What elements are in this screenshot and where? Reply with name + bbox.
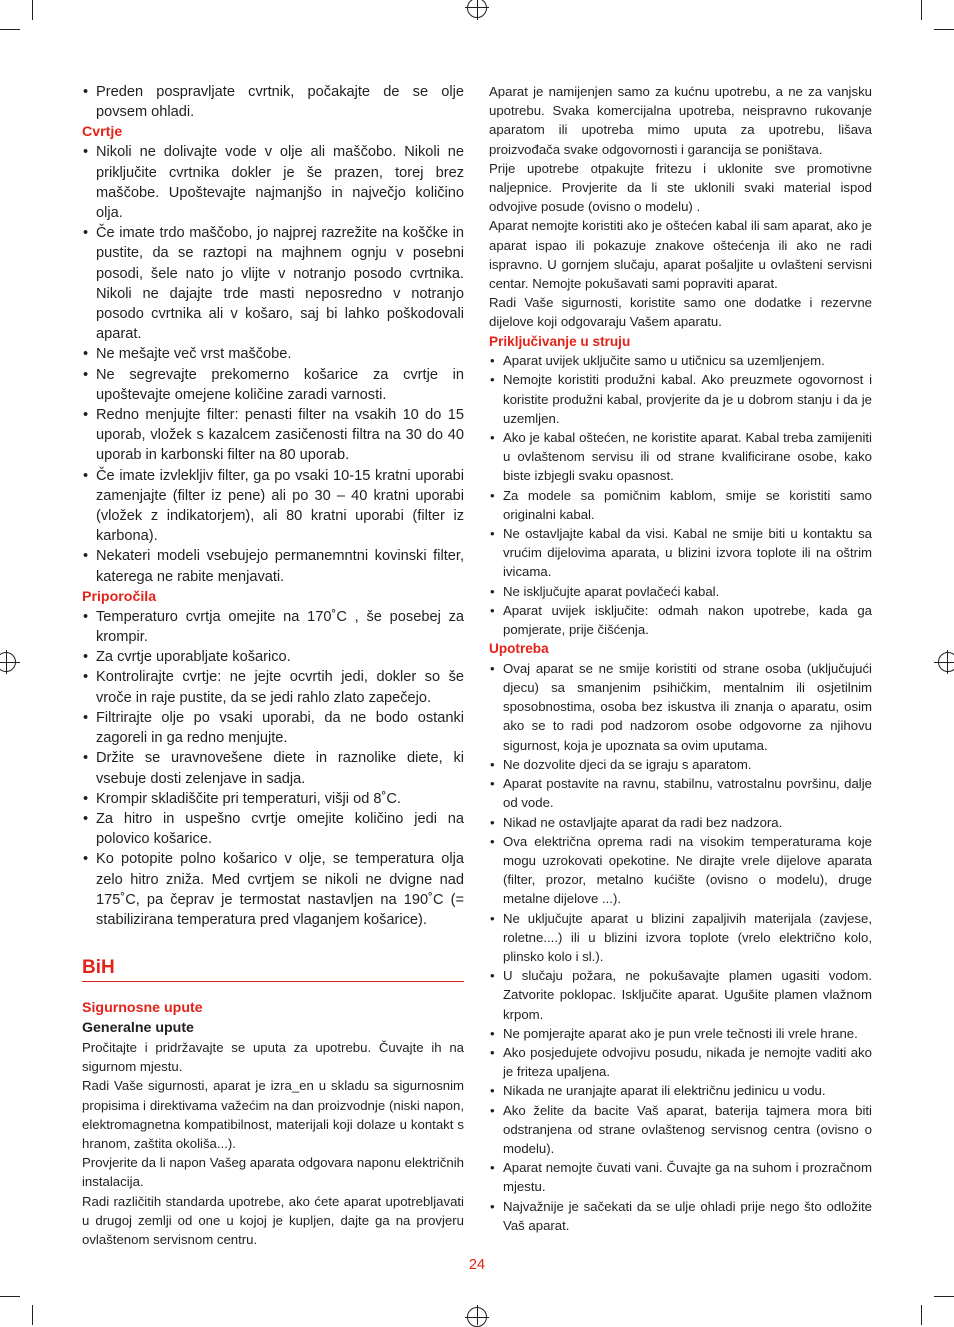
crop-mark [32, 1305, 33, 1325]
list-item: • Ne segrevajte prekomerno košarice za cvrtje in upoštevajte omejene količine zaradi varnosti. [82, 365, 464, 405]
sigurnosne-upute-heading: Sigurnosne upute [82, 999, 203, 1016]
list-item: • Aparat nemojte čuvati vani. Čuvajte ga na suhom i prozračnom mjestu. [489, 1158, 872, 1196]
cvrtje-heading: Cvrtje [82, 124, 123, 141]
list-item: • Ova električna oprema radi na visokim temperaturama koje mogu uzrokovati opekotine. Ne dirajte vrele dijelove aparata (filter, prozor, metalno kućište (ovisno o modelu), druge metalne dijelove ...). [489, 832, 872, 909]
list-item: • U slučaju požara, ne pokušavajte plamen ugasiti vodom. Zatvorite poklopac. Isključite aparat. Ugušite plamen vlažnom krpom. [489, 966, 872, 1024]
list-item: • Za modele sa pomičnim kablom, smije se koristiti samo originalni kabal. [489, 486, 872, 524]
crop-mark [0, 29, 20, 30]
generalne-upute-heading: Generalne upute [82, 1019, 194, 1036]
list-item: • Aparat uvijek isključite: odmah nakon upotrebe, kada ga pomjerate, prije čišćenja. [489, 601, 872, 639]
paragraph: Pročitajte i pridržavajte se uputa za upotrebu. Čuvajte ih na sigurnom mjestu. [82, 1039, 464, 1075]
list-item: • Za cvrtje uporabljate košarico. [82, 647, 464, 667]
list-item: • Filtrirajte olje po vsaki uporabi, da ne bodo ostanki zagoreli in ga redno menjujte. [82, 708, 464, 748]
list-item: • Če imate izvlekljiv filter, ga po vsaki 10-15 kratni uporabi zamenjajte (filter iz pene) ali po 30 – 40 kratni uporabi (vložek z indikatorjem), ali 80 kratni uporabi (filter iz karbona). [82, 466, 464, 547]
list-item: • Preden pospravljate cvrtnik, počakajte de se olje povsem ohladi. [82, 82, 464, 122]
list-item: • Ko potopite polno košarico v olje, se temperatura olja zelo hitro zniža. Med cvrtjem se nikoli ne dvigne nad 175˚C, pa čeprav je termostat nastavljen na 190˚C (= stabilizirana temperatura pred vlaganjem košarice). [82, 849, 464, 930]
prikljucivanje-heading: Priključivanje u struju [489, 333, 631, 349]
list-item: • Ne mešajte več vrst maščobe. [82, 344, 464, 364]
bih-section-title: BiH [82, 956, 464, 982]
registration-mark-left [6, 650, 7, 674]
list-item: • Ako posjedujete odvojivu posudu, nikada je nemojte vaditi ako je friteza upaljena. [489, 1043, 872, 1081]
crop-mark [934, 1296, 954, 1297]
list-item: • Za hitro in uspešno cvrtje omejite količino jedi na polovico košarice. [82, 809, 464, 849]
left-column [82, 82, 464, 1249]
list-item: • Aparat uvijek uključite samo u utičnicu sa uzemljenjem. [489, 351, 872, 370]
registration-mark-right [947, 650, 948, 674]
registration-mark-left [0, 662, 20, 663]
registration-mark-right [934, 662, 954, 663]
list-item: • Ne ostavljajte kabal da visi. Kabal ne smije biti u kontaktu sa vrućim dijelovima aparata, u blizini izvora toplote ili na oštrim ivicama. [489, 524, 872, 582]
list-item: • Ako želite da bacite Vaš aparat, baterija tajmera mora biti odstranjena od strane ovlaštenog servisnog centra (ovisno o modelu). [489, 1101, 872, 1159]
upotreba-list [489, 659, 872, 1235]
paragraph: Radi različitih standarda upotrebe, ako ćete aparat upotrebljavati u drugoj zemlji od one u kojoj je kupljen, dajte ga na provjeru ovlaštenom servisnom centru. [82, 1193, 464, 1247]
crop-mark [32, 0, 33, 20]
paragraph: Prije upotrebe otpakujte fritezu i uklonite sve promotivne naljepnice. Provjerite da li ste uklonili svaki material ispod odvojive posude (ovisno o modelu) . [489, 160, 872, 215]
paragraph: Radi Vaše sigurnosti, koristite samo one dodatke i rezervne dijelove koji odgovaraju Vašem aparatu. [489, 295, 872, 330]
list-item: • Kontrolirajte cvrtje: ne jejte ocvrtih jedi, dokler so še vroče in raje pustite, da se jedi rahlo zlato zapečejo. [82, 667, 464, 707]
cvrtje-list [82, 142, 464, 586]
generalne-upute-text [82, 1038, 464, 1249]
list-item: • Držite se uravnovešene diete in raznolike diete, ki vsebuje dosti zelenjave in sadja. [82, 748, 464, 788]
registration-mark-top [477, 0, 478, 20]
list-item: • Nekateri modeli vsebujejo permanemntni kovinski filter, katerega ne rabite menjavati. [82, 546, 464, 586]
paragraph: Aparat nemojte koristiti ako je oštećen kabal ili sam aparat, ako je aparat ispao ili pokazuje znakove oštećenja ili ako ne radi ispravno. U gornjem slučaju, aparat pošaljite u ovlašteni servisni centar. Nemojte pokušavati sami popraviti aparat. [489, 218, 872, 292]
list-item: • Nikada ne uranjajte aparat ili električnu jedinicu u vodu. [489, 1081, 872, 1100]
list-item: • Ovaj aparat se ne smije koristiti od strane osoba (uključujući djecu) sa smanjenim psihičkim, mentalnim ili osjetilnim sposobnostima, osoba bez iskustva ili znanja o aparatu, osim ako se to radi pod nadzorom osobe odgovorne za njihovu sigurnost, koja je upoznata sa ovim uputama. [489, 659, 872, 755]
list-item: • Ne pomjerajte aparat ako je pun vrele tečnosti ili vrele hrane. [489, 1024, 872, 1043]
priporocila-heading: Priporočila [82, 588, 157, 605]
list-item: • Krompir skladiščite pri temperaturi, višji od 8˚C. [82, 789, 464, 809]
registration-mark-top [465, 7, 489, 8]
crop-mark [0, 1296, 20, 1297]
prikljucivanje-list [489, 351, 872, 639]
upotreba-heading: Upotreba [489, 641, 549, 657]
crop-mark [921, 1305, 922, 1325]
list-item: • Redno menjujte filter: penasti filter na vsakih 10 do 15 uporab, vložek s kazalcem zasičenosti filtra na 30 do 40 uporab in karbonski filter na 80 uporab. [82, 405, 464, 466]
page-number: 24 [468, 1257, 486, 1273]
list-item: • Ne dozvolite djeci da se igraju s aparatom. [489, 755, 872, 774]
crop-mark [934, 29, 954, 30]
list-item: • Nemojte koristiti produžni kabal. Ako preuzmete ogovornost i koristite produžni kabal, provjerite da je u dobrom stanju i da je uzemljen. [489, 370, 872, 428]
list-item: • Aparat postavite na ravnu, stabilnu, vatrostalnu površinu, dalje od vode. [489, 774, 872, 812]
paragraph: Aparat je namijenjen samo za kućnu upotrebu, a ne za vanjsku upotrebu. Svaka komercijalna upotreba, neispravno rukovanje aparatom ili upotreba mimo uputa za upotrebu, lišava proizvođača svake odgovornosti i garancija se poništava. [489, 84, 872, 157]
list-item: • Najvažnije je sačekati da se ulje ohladi prije nego što odložite Vaš aparat. [489, 1197, 872, 1235]
list-item: • Nikad ne ostavljajte aparat da radi bez nadzora. [489, 813, 872, 832]
list-item: • Ne isključujte aparat povlačeći kabal. [489, 582, 872, 601]
paragraph: Provjerite da li napon Vašeg aparata odgovara naponu električnih instalacija. [82, 1155, 464, 1190]
registration-mark-bottom [477, 1305, 478, 1325]
priporocila-list [82, 607, 464, 930]
crop-mark [921, 0, 922, 20]
registration-mark-bottom [465, 1317, 489, 1318]
intro-list [82, 82, 464, 122]
paragraph: Radi Vaše sigurnosti, aparat je izra_en u skladu sa sigurnosnim propisima i direktivama važećim na dan proizvodnje (niski napon, elektromagnetna kompatibilnost, materijali koji dolaze u kontakt s hranom, zaštita okoliša...). [82, 1078, 464, 1151]
list-item: • Če imate trdo maščobo, jo najprej razrežite na koščke in pustite, da se raztopi na majhnem ognju v posebni posodi, šele nato jo vlijte v notranjo posodo cvrtnika. Nikoli ne dajajte trde masti neposredno v notranjo posodo cvrtnika ali v košaro, saj bi lahko poškodovali aparat. [82, 223, 464, 344]
list-item: • Nikoli ne dolivajte vode v olje ali maščobo. Nikoli ne priključite cvrtnika dokler je še prazen, torej brez maščobe. Upoštevajte najmanjšo in največjo količino olja. [82, 142, 464, 223]
right-column [489, 82, 872, 1235]
list-item: • Ako je kabal oštećen, ne koristite aparat. Kabal treba zamijeniti u ovlaštenom servisu ili od strane kvalificirane osobe, kako biste izbjegli svaku opasnost. [489, 428, 872, 486]
list-item: • Ne uključujte aparat u blizini zapaljivih materijala (zavjese, roletne....) ili u blizini izvora toplote (vrelo električno kolo, plinsko kolo i sl.). [489, 909, 872, 967]
list-item: • Temperaturo cvrtja omejite na 170˚C , še posebej za krompir. [82, 607, 464, 647]
